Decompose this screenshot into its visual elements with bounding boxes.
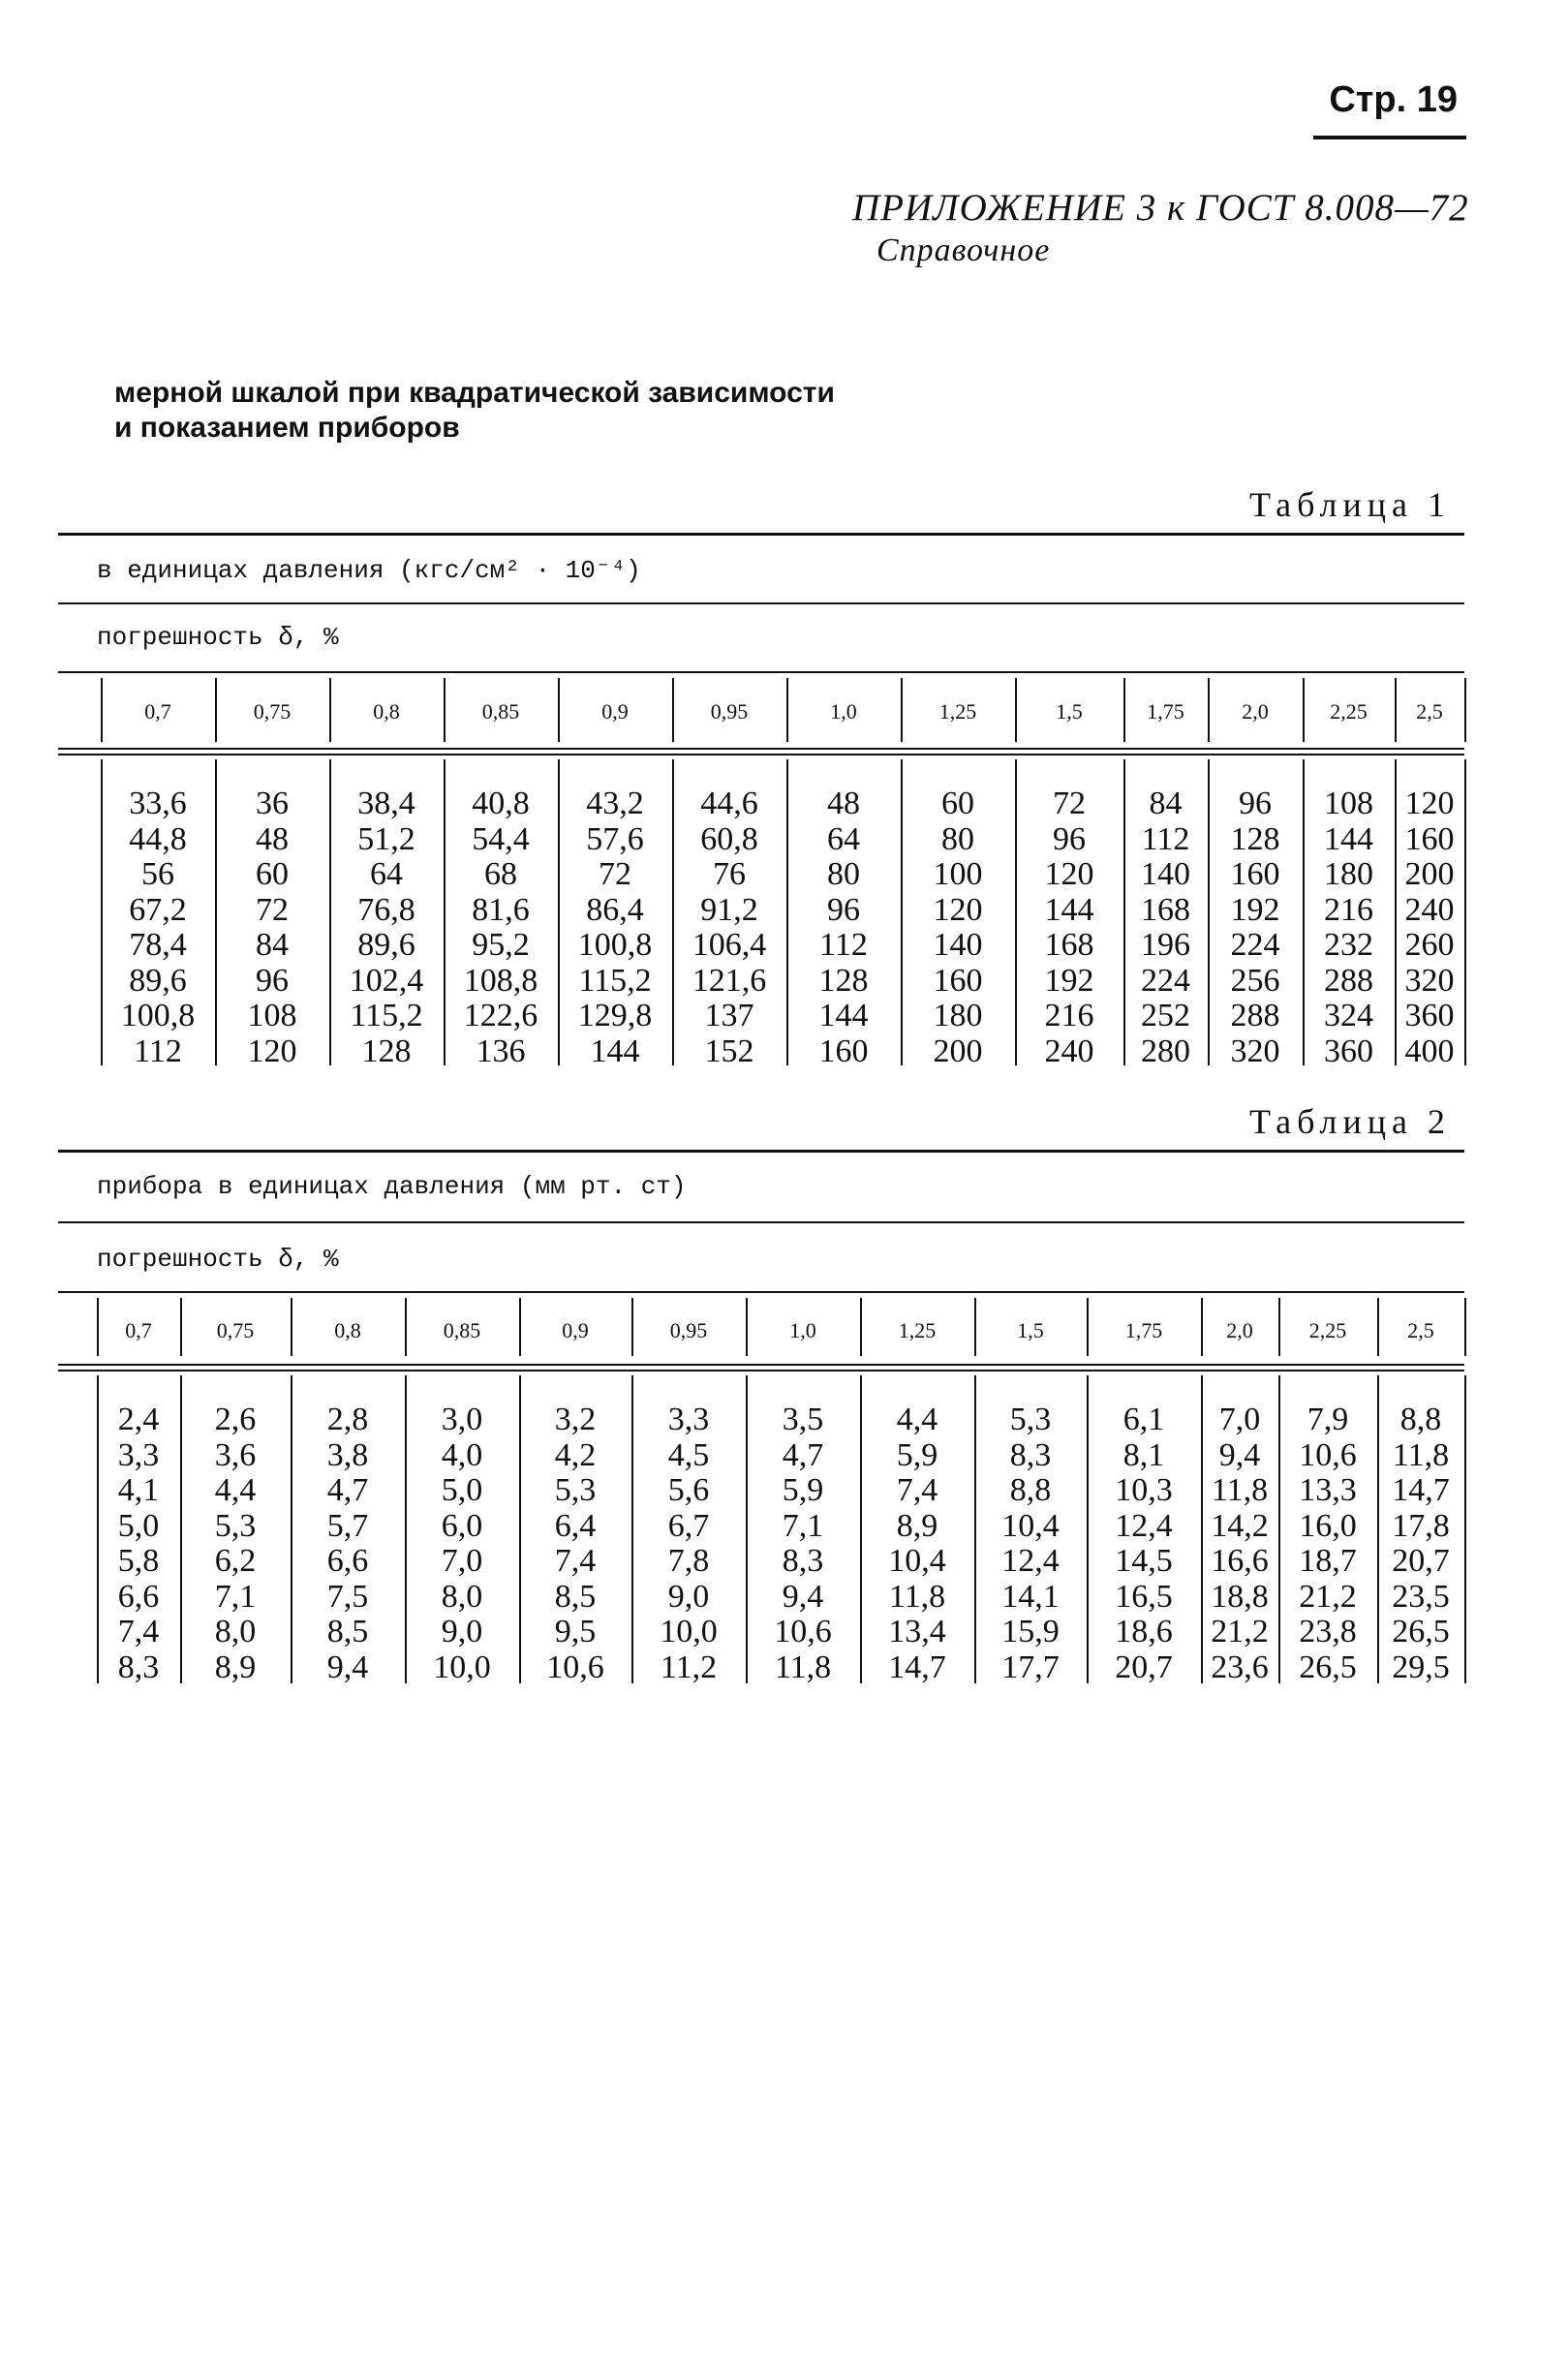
- table1-cell: 120: [933, 891, 983, 928]
- table1-column-header: 0,95: [710, 699, 749, 724]
- table1-cell: 108,8: [463, 962, 538, 999]
- table2-column-header: 2,5: [1407, 1318, 1434, 1342]
- table1-cell: 60: [941, 786, 974, 821]
- table2-cell: 9,4: [326, 1649, 369, 1685]
- table2-cell: 4,7: [326, 1472, 369, 1508]
- table2-cell: 6,2: [214, 1543, 257, 1579]
- table2-cell: 20,7: [1115, 1649, 1173, 1685]
- table2-cell: 16,5: [1115, 1578, 1173, 1615]
- table1-data-column: [329, 786, 444, 1069]
- table1-cell: 288: [1324, 962, 1373, 999]
- table2-column-header: 1,75: [1124, 1318, 1163, 1342]
- table1-units-label: в единицах давления (кгс/см² · 10⁻⁴): [97, 556, 641, 585]
- table1-cell: 320: [1404, 962, 1455, 999]
- table2-data-column: [974, 1402, 1087, 1685]
- table2-cell: 10,6: [546, 1649, 604, 1685]
- table1-cell: 192: [1044, 962, 1094, 999]
- table1-cell: 64: [827, 820, 860, 857]
- table2-cell: 11,8: [1392, 1436, 1450, 1473]
- table1-cell: 72: [1053, 786, 1086, 821]
- table1-cell: 48: [256, 820, 289, 857]
- table1-cell: 252: [1141, 998, 1190, 1033]
- table1-cell: 80: [827, 856, 860, 892]
- table2-cell: 5,8: [117, 1543, 160, 1579]
- table2-cell: 21,2: [1211, 1614, 1269, 1649]
- table2-rule-double-a: [58, 1364, 1464, 1366]
- table2-column-header: 2,0: [1226, 1318, 1253, 1342]
- table1-cell: 72: [599, 856, 631, 892]
- table2-cell: 18,8: [1211, 1578, 1269, 1615]
- table2-data-column: [860, 1402, 974, 1685]
- table2-column-header: 0,95: [669, 1318, 708, 1342]
- table2-column-header: 1,5: [1017, 1318, 1044, 1342]
- table2-cell: 3,5: [782, 1402, 824, 1437]
- table2-top-rule: [58, 1150, 1464, 1153]
- table1-cell: 112: [1141, 820, 1190, 857]
- table2-cell: 11,8: [774, 1649, 832, 1685]
- table2-cell: 9,4: [782, 1578, 824, 1615]
- table2-cell: 8,5: [326, 1614, 369, 1649]
- table2-cell: 12,4: [1115, 1507, 1173, 1544]
- table1-cell: 196: [1141, 927, 1190, 963]
- table1-cell: 129,8: [577, 998, 653, 1033]
- table1-cell: 89,6: [129, 962, 187, 999]
- table1-column-header: 1,0: [830, 699, 857, 724]
- table1-cell: 96: [1053, 820, 1086, 857]
- table1-cell: 400: [1404, 1032, 1455, 1069]
- table1-cell: 192: [1230, 891, 1280, 928]
- table1-rule-3: [58, 671, 1464, 673]
- table1-cell: 48: [827, 786, 860, 821]
- table2-cell: 10,3: [1115, 1472, 1173, 1508]
- table2-column-header: 0,75: [216, 1318, 255, 1342]
- table2-cell: 14,2: [1211, 1507, 1269, 1544]
- table2-cell: 23,6: [1211, 1649, 1269, 1685]
- table1-cell: 160: [818, 1032, 869, 1069]
- table1-cell: 44,6: [700, 786, 758, 821]
- table2-cell: 15,9: [1001, 1614, 1060, 1649]
- table1-column-header: 0,85: [481, 699, 520, 724]
- table2-cell: 2,8: [326, 1402, 369, 1437]
- table1-cell: 256: [1230, 962, 1280, 999]
- table2-cell: 4,4: [214, 1472, 257, 1508]
- table2-units-label: прибора в единицах давления (мм рт. ст): [97, 1172, 687, 1201]
- table2-cell: 9,0: [441, 1614, 483, 1649]
- table2-cell: 7,0: [1218, 1402, 1261, 1437]
- table2-cell: 11,2: [660, 1649, 718, 1685]
- table1-caption: Таблица 1: [1249, 485, 1451, 524]
- table1-cell: 240: [1044, 1032, 1094, 1069]
- table1-cell: 60,8: [700, 820, 758, 857]
- table2-cell: 7,9: [1307, 1402, 1349, 1437]
- table2-cell: 3,2: [554, 1402, 597, 1437]
- table2-cell: 7,1: [214, 1578, 257, 1615]
- table1-cell: 68: [484, 856, 517, 892]
- table1-data-column: [672, 786, 786, 1069]
- table2-cell: 9,5: [554, 1614, 597, 1649]
- table2-cell: 16,0: [1299, 1507, 1357, 1544]
- table2-cell: 7,5: [326, 1578, 369, 1615]
- table2-data-column: [180, 1402, 291, 1685]
- table2-cell: 17,8: [1392, 1507, 1450, 1544]
- table2-cell: 8,0: [214, 1614, 257, 1649]
- table1-cell: 72: [256, 891, 289, 928]
- table2-data-column: [631, 1402, 746, 1685]
- table2-cell: 7,1: [782, 1507, 824, 1544]
- table1-cell: 160: [1230, 856, 1280, 892]
- table2-cell: 10,6: [1299, 1436, 1357, 1473]
- table2-cell: 6,6: [117, 1578, 160, 1615]
- page-number: Стр. 19: [1329, 79, 1458, 120]
- table1-cell: 115,2: [578, 962, 652, 999]
- table2-cell: 7,4: [117, 1614, 160, 1649]
- table1-cell: 128: [818, 962, 869, 999]
- table1-data-column: [901, 786, 1015, 1069]
- table2-cell: 23,5: [1392, 1578, 1450, 1615]
- table2-cell: 5,0: [117, 1507, 160, 1544]
- table1-data-column: [1208, 786, 1303, 1069]
- table2-cell: 17,7: [1001, 1649, 1060, 1685]
- table2-cell: 14,5: [1115, 1543, 1173, 1579]
- table1-cell: 128: [361, 1032, 412, 1069]
- table1-rule-double-b: [58, 754, 1464, 755]
- table1-cell: 96: [256, 962, 289, 999]
- table2-cell: 10,0: [433, 1649, 491, 1685]
- table1-cell: 360: [1404, 998, 1455, 1033]
- table1-data-column: [558, 786, 672, 1069]
- table2-data-column: [746, 1402, 860, 1685]
- table1-cell: 51,2: [357, 820, 415, 857]
- table2-cell: 4,1: [117, 1472, 160, 1508]
- table2-data-column: [405, 1402, 519, 1685]
- table2-cell: 12,4: [1001, 1543, 1060, 1579]
- table2-cell: 4,0: [441, 1436, 483, 1473]
- table2-cell: 11,8: [888, 1578, 946, 1615]
- table1-cell: 200: [933, 1032, 983, 1069]
- table2-cell: 11,8: [1211, 1472, 1269, 1508]
- table1-cell: 108: [1324, 786, 1373, 821]
- table2-cell: 2,4: [117, 1402, 160, 1437]
- table1-cell: 120: [1404, 786, 1455, 821]
- table2-cell: 6,1: [1122, 1402, 1165, 1437]
- table2-cell: 8,8: [1009, 1472, 1052, 1508]
- table2-cell: 5,9: [896, 1436, 938, 1473]
- table1-cell: 43,2: [586, 786, 644, 821]
- section-heading-line-2: и показанием приборов: [114, 412, 460, 444]
- table2-cell: 13,4: [888, 1614, 946, 1649]
- table2-cell: 26,5: [1392, 1614, 1450, 1649]
- table2-cell: 7,4: [896, 1472, 938, 1508]
- table1-cell: 224: [1230, 927, 1280, 963]
- table1-cell: 36: [256, 786, 289, 821]
- table1-cell: 89,6: [357, 927, 415, 963]
- table2-cell: 6,7: [667, 1507, 710, 1544]
- table2-cell: 8,3: [1009, 1436, 1052, 1473]
- table2-cell: 8,0: [441, 1578, 483, 1615]
- table1-cell: 44,8: [129, 820, 187, 857]
- table2-cell: 18,7: [1299, 1543, 1357, 1579]
- table1-data-column: [215, 786, 329, 1069]
- table1-cell: 112: [819, 927, 868, 963]
- table2-column-header: 0,9: [562, 1318, 589, 1342]
- table1-cell: 128: [1230, 820, 1280, 857]
- table2-column-header: 0,85: [443, 1318, 481, 1342]
- table2-cell: 3,3: [117, 1436, 160, 1473]
- table2-cell: 21,2: [1299, 1578, 1357, 1615]
- table2-cell: 8,8: [1399, 1402, 1442, 1437]
- table1-cell: 140: [933, 927, 983, 963]
- table1-cell: 160: [933, 962, 983, 999]
- table1-data-column: [1303, 786, 1395, 1069]
- table2-cell: 16,6: [1211, 1543, 1269, 1579]
- table2-cell: 4,4: [896, 1402, 938, 1437]
- table1-cell: 180: [1324, 856, 1373, 892]
- table1-cell: 106,4: [692, 927, 767, 963]
- table1-cell: 324: [1324, 998, 1373, 1033]
- table2-cell: 4,5: [667, 1436, 710, 1473]
- table2-cell: 9,0: [667, 1578, 710, 1615]
- table1-cell: 78,4: [129, 927, 187, 963]
- table2-cell: 10,4: [888, 1543, 946, 1579]
- table1-data-column: [101, 786, 215, 1069]
- table1-cell: 144: [818, 998, 869, 1033]
- table2-cell: 13,3: [1299, 1472, 1357, 1508]
- table2-cell: 8,9: [896, 1507, 938, 1544]
- table2-data-column: [291, 1402, 405, 1685]
- table1-cell: 80: [941, 820, 974, 857]
- table1-cell: 33,6: [129, 786, 187, 821]
- table1-column-header: 0,9: [601, 699, 629, 724]
- table1-cell: 96: [827, 891, 860, 928]
- table2-cell: 9,4: [1218, 1436, 1261, 1473]
- table1-cell: 100,8: [120, 998, 196, 1033]
- table2-cell: 5,3: [554, 1472, 597, 1508]
- table2-cell: 10,6: [774, 1614, 832, 1649]
- table2-column-header: 2,25: [1308, 1318, 1347, 1342]
- table2-cell: 14,7: [888, 1649, 946, 1685]
- table2-header-divider: [1464, 1298, 1466, 1356]
- table1-cell: 140: [1141, 856, 1190, 892]
- table1-cell: 200: [1404, 856, 1455, 892]
- table2-cell: 23,8: [1299, 1614, 1357, 1649]
- table1-cell: 168: [1141, 891, 1190, 928]
- table1-cell: 102,4: [349, 962, 424, 999]
- table2-data-column: [1278, 1402, 1377, 1685]
- table2-cell: 29,5: [1392, 1649, 1450, 1685]
- table1-cell: 40,8: [472, 786, 530, 821]
- table2-body-divider: [1464, 1375, 1466, 1683]
- table2-column-header: 1,25: [898, 1318, 937, 1342]
- table1-cell: 240: [1404, 891, 1455, 928]
- table1-cell: 67,2: [129, 891, 187, 928]
- table1-column-header: 2,0: [1242, 699, 1269, 724]
- table2-cell: 8,9: [214, 1649, 257, 1685]
- table1-cell: 232: [1324, 927, 1373, 963]
- table1-cell: 120: [247, 1032, 297, 1069]
- table2-cell: 10,4: [1001, 1507, 1060, 1544]
- table2-cell: 20,7: [1392, 1543, 1450, 1579]
- table2-cell: 10,0: [660, 1614, 718, 1649]
- table2-error-label: погрешность δ, %: [97, 1245, 339, 1274]
- table2-cell: 8,1: [1122, 1436, 1165, 1473]
- table1-column-header: 1,25: [938, 699, 977, 724]
- page-number-underline: [1313, 136, 1466, 139]
- table1-column-header: 1,5: [1056, 699, 1083, 724]
- table1-cell: 360: [1324, 1032, 1373, 1069]
- table2-cell: 14,7: [1392, 1472, 1450, 1508]
- table1-data-column: [786, 786, 901, 1069]
- table1-cell: 152: [704, 1032, 754, 1069]
- table1-cell: 260: [1404, 927, 1455, 963]
- table1-cell: 144: [1324, 820, 1373, 857]
- table1-cell: 112: [134, 1032, 182, 1069]
- table1-data-column: [444, 786, 558, 1069]
- table1-cell: 100,8: [577, 927, 653, 963]
- table1-rule-2: [58, 602, 1464, 604]
- table1-cell: 76,8: [357, 891, 415, 928]
- table1-cell: 224: [1141, 962, 1190, 999]
- table1-rule-double-a: [58, 748, 1464, 750]
- table2-data-column: [1377, 1402, 1464, 1685]
- table1-data-column: [1395, 786, 1464, 1069]
- table2-cell: 7,4: [554, 1543, 597, 1579]
- table1-cell: 136: [476, 1032, 526, 1069]
- table1-cell: 64: [370, 856, 403, 892]
- table1-cell: 84: [1149, 786, 1183, 821]
- table1-cell: 144: [1044, 891, 1094, 928]
- table2-cell: 5,6: [667, 1472, 710, 1508]
- table2-data-column: [1201, 1402, 1278, 1685]
- table1-cell: 122,6: [463, 998, 538, 1033]
- table1-data-column: [1015, 786, 1123, 1069]
- table1-data-column: [1123, 786, 1208, 1069]
- table1-column-header: 0,75: [253, 699, 292, 724]
- table1-column-header: 0,8: [373, 699, 400, 724]
- table2-cell: 3,6: [214, 1436, 257, 1473]
- table2-rule-3: [58, 1291, 1464, 1293]
- table2-cell: 5,0: [441, 1472, 483, 1508]
- table1-cell: 60: [256, 856, 289, 892]
- table2-cell: 5,3: [214, 1507, 257, 1544]
- table2-cell: 8,3: [782, 1543, 824, 1579]
- table1-cell: 76: [713, 856, 746, 892]
- table2-cell: 7,0: [441, 1543, 483, 1579]
- table1-cell: 96: [1239, 786, 1272, 821]
- table1-body-divider: [1464, 759, 1466, 1065]
- table2-cell: 5,3: [1009, 1402, 1052, 1437]
- table1-cell: 137: [704, 998, 754, 1033]
- table1-cell: 288: [1230, 998, 1280, 1033]
- table2-cell: 14,1: [1001, 1578, 1060, 1615]
- table1-column-header: 2,5: [1416, 699, 1443, 724]
- table1-top-rule: [58, 533, 1464, 536]
- table1-header-divider: [1464, 678, 1466, 742]
- table1-cell: 160: [1404, 820, 1455, 857]
- table2-cell: 7,8: [667, 1543, 710, 1579]
- table2-data-column: [1087, 1402, 1201, 1685]
- table1-cell: 115,2: [350, 998, 423, 1033]
- table1-cell: 144: [590, 1032, 640, 1069]
- table1-cell: 168: [1044, 927, 1094, 963]
- table2-cell: 4,2: [554, 1436, 597, 1473]
- table2-cell: 5,9: [782, 1472, 824, 1508]
- table2-column-header: 0,7: [125, 1318, 152, 1342]
- table2-column-header: 0,8: [334, 1318, 361, 1342]
- table1-cell: 108: [247, 998, 297, 1033]
- table1-cell: 38,4: [357, 786, 415, 821]
- table2-cell: 8,5: [554, 1578, 597, 1615]
- section-heading-line-1: мерной шкалой при квадратической зависимости: [114, 377, 835, 409]
- table2-caption: Таблица 2: [1249, 1102, 1451, 1141]
- table1-cell: 86,4: [586, 891, 644, 928]
- table2-rule-2: [58, 1221, 1464, 1223]
- table2-cell: 26,5: [1299, 1649, 1357, 1685]
- table2-cell: 3,8: [326, 1436, 369, 1473]
- table1-column-header: 1,75: [1147, 699, 1184, 724]
- table2-cell: 6,4: [554, 1507, 597, 1544]
- table1-cell: 84: [256, 927, 289, 963]
- table1-cell: 120: [1044, 856, 1094, 892]
- table2-cell: 5,7: [326, 1507, 369, 1544]
- table1-cell: 57,6: [586, 820, 644, 857]
- table2-cell: 4,7: [782, 1436, 824, 1473]
- table2-cell: 6,0: [441, 1507, 483, 1544]
- table1-cell: 180: [933, 998, 983, 1033]
- table2-cell: 8,3: [117, 1649, 160, 1685]
- table2-column-header: 1,0: [789, 1318, 816, 1342]
- table1-cell: 95,2: [472, 927, 530, 963]
- table2-cell: 18,6: [1115, 1614, 1173, 1649]
- table1-cell: 54,4: [472, 820, 530, 857]
- table1-cell: 216: [1044, 998, 1094, 1033]
- table1-cell: 56: [141, 856, 174, 892]
- appendix-subtitle: Справочное: [876, 232, 1051, 268]
- table1-cell: 100: [933, 856, 983, 892]
- table2-data-column: [519, 1402, 631, 1685]
- appendix-title: ПРИЛОЖЕНИЕ 3 к ГОСТ 8.008—72: [852, 187, 1469, 229]
- table2-cell: 6,6: [326, 1543, 369, 1579]
- table1-column-header: 2,25: [1330, 699, 1368, 724]
- table2-data-column: [97, 1402, 180, 1685]
- table2-cell: 3,0: [441, 1402, 483, 1437]
- table1-cell: 91,2: [700, 891, 758, 928]
- table1-cell: 216: [1324, 891, 1373, 928]
- table2-rule-double-b: [58, 1370, 1464, 1371]
- table2-cell: 2,6: [214, 1402, 257, 1437]
- table1-cell: 81,6: [472, 891, 530, 928]
- table1-error-label: погрешность δ, %: [97, 623, 339, 652]
- table2-cell: 3,3: [667, 1402, 710, 1437]
- table1-cell: 121,6: [692, 962, 767, 999]
- section-heading: [114, 376, 986, 446]
- table1-cell: 320: [1230, 1032, 1280, 1069]
- table1-column-header: 0,7: [144, 699, 171, 724]
- table1-cell: 280: [1141, 1032, 1190, 1069]
